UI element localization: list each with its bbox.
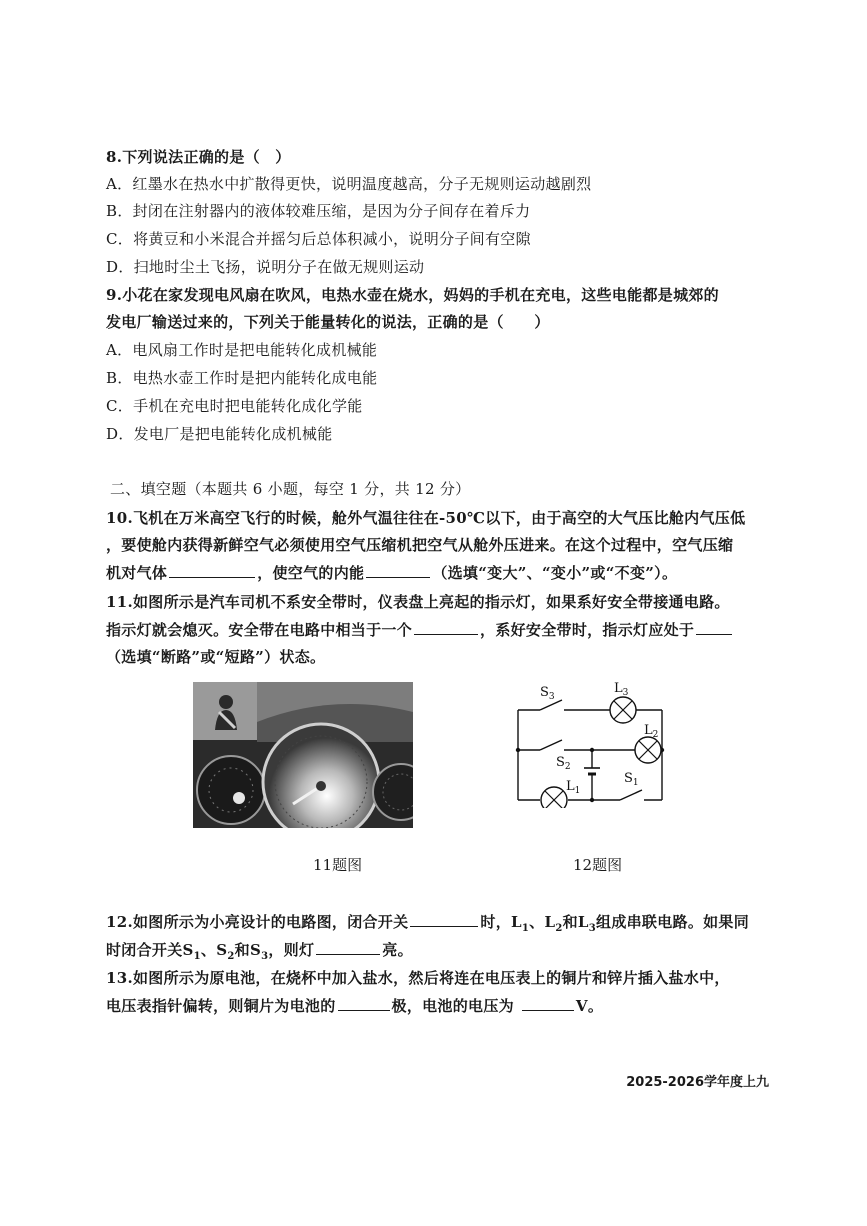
lamp-l2-icon: [635, 737, 661, 763]
q9-option-a: A．电风扇工作时是把电能转化成机械能: [106, 341, 378, 359]
q12-text-e: 组成串联电路。如果同: [596, 913, 750, 931]
fig11-caption: 11题图: [313, 856, 363, 874]
q8-option-b: B．封闭在注射器内的液体较难压缩，是因为分子间存在着斥力: [106, 202, 531, 220]
q10-line1: 10.飞机在万米高空飞行的时候，舱外气温往往在-50℃以下，由于高空的大气压比舱内气压低: [106, 509, 746, 527]
q11-text-a: 指示灯就会熄灭。安全带在电路中相当于一个: [106, 621, 413, 639]
q12-line1: [106, 911, 749, 940]
q12-sep-3: 、: [200, 941, 217, 959]
q9-stem-line2: 发电厂输送过来的，下列关于能量转化的说法，正确的是（ ）: [106, 313, 550, 331]
fig12-caption: 12题图: [573, 856, 623, 874]
q12-text-a: 12.如图所示为小亮设计的电路图，闭合开关: [106, 913, 409, 931]
q9-stem-line1: 9.小花在家发现电风扇在吹风，电热水壶在烧水，妈妈的手机在充电，这些电能都是城郊的: [106, 286, 719, 304]
q10-text-b: ，使空气的内能: [257, 564, 365, 582]
q12-lamp-l2: $L_2$: [544, 913, 563, 934]
q13-line1: 13.如图所示为原电池，在烧杯中加入盐水，然后将连在电压表上的铜片和锌片插入盐水中，: [106, 969, 730, 987]
label-l2: $L_2$: [644, 723, 659, 740]
q12-text-b: 时，: [480, 913, 512, 931]
q12-text-line2e: 亮。: [382, 941, 413, 959]
q12-switch-s2: $S_2$: [216, 941, 235, 962]
q8-option-d: D．扫地时尘土飞扬，说明分子在做无规则运动: [106, 258, 425, 276]
switch-s1: [620, 790, 642, 800]
q12-lamp-l3: $L_3$: [577, 913, 597, 934]
q11-blank-1[interactable]: [414, 620, 478, 635]
q11-line1: 11.如图所示是汽车司机不系安全带时，仪表盘上亮起的指示灯，如果系好安全带接通电路。: [106, 593, 730, 611]
q11-line3: （选填“断路”或“短路”）状态。: [106, 648, 326, 666]
q10-blank-1[interactable]: [169, 563, 255, 578]
q12-blank-1[interactable]: [410, 912, 478, 927]
q13-text-c: V。: [575, 997, 604, 1015]
page-footer: 2025-2026学年度上九: [626, 1075, 769, 1090]
q11-blank-2[interactable]: [696, 620, 732, 635]
switch-s2: [540, 740, 562, 750]
q12-lamp-l1: $L_1$: [511, 913, 530, 934]
q9-option-b: B．电热水壶工作时是把内能转化成电能: [106, 369, 378, 387]
speedometer: [263, 724, 379, 828]
q12-sep-2: 和: [562, 913, 578, 931]
q12-switch-s1: $S_1$: [182, 941, 201, 962]
q12-line2: [106, 939, 413, 968]
circuit-diagram: [510, 676, 670, 808]
q13-blank-1[interactable]: [338, 996, 390, 1011]
q10-blank-2[interactable]: [366, 563, 430, 578]
q13-text-b: 极，电池的电压为: [391, 997, 514, 1015]
label-l3: $L_3$: [614, 681, 629, 698]
q12-text-line2a: 时闭合开关: [106, 941, 183, 959]
dashboard-photo: [193, 682, 413, 828]
q12-sep-1: 、: [529, 913, 545, 931]
q11-text-b: ，系好安全带时，指示灯应处于: [480, 621, 695, 639]
section2-heading: 二、填空题（本题共 6 小题，每空 1 分，共 12 分）: [110, 480, 471, 498]
label-s2: $S_2$: [556, 755, 571, 772]
q10-line3: [106, 562, 677, 584]
label-l1: $L_1$: [566, 779, 581, 796]
label-s3: $S_3$: [540, 685, 555, 702]
q12-switch-s3: $S_3$: [249, 941, 269, 962]
lamp-l1-icon: [541, 787, 567, 808]
q8-option-c: C．将黄豆和小米混合并摇匀后总体积减小，说明分子间有空隙: [106, 230, 531, 248]
q10-text-c: （选填“变大”、“变小”或“不变”）。: [432, 564, 678, 582]
lamp-l3-icon: [610, 697, 636, 723]
q12-blank-2[interactable]: [316, 940, 380, 955]
q9-option-d: D．发电厂是把电能转化成机械能: [106, 425, 333, 443]
q11-line2: [106, 619, 734, 641]
q8-stem: 8.下列说法正确的是（ ）: [106, 148, 291, 166]
q10-text-a: 机对气体: [106, 564, 168, 582]
q8-option-a: A．红墨水在热水中扩散得更快，说明温度越高，分子无规则运动越剧烈: [106, 175, 592, 193]
q13-blank-2[interactable]: [522, 996, 574, 1011]
q9-option-c: C．手机在充电时把电能转化成化学能: [106, 397, 363, 415]
q12-text-line2d: ，则灯: [268, 941, 315, 959]
q10-line2: ，要使舱内获得新鲜空气必须使用空气压缩机把空气从舱外压进来。在这个过程中，空气压缩: [106, 536, 734, 554]
left-gauge: [197, 756, 265, 824]
q13-text-a: 电压表指针偏转，则铜片为电池的: [106, 997, 336, 1015]
q12-sep-4: 和: [234, 941, 250, 959]
label-s1: $S_1$: [624, 771, 639, 788]
q13-line2: [106, 995, 603, 1017]
